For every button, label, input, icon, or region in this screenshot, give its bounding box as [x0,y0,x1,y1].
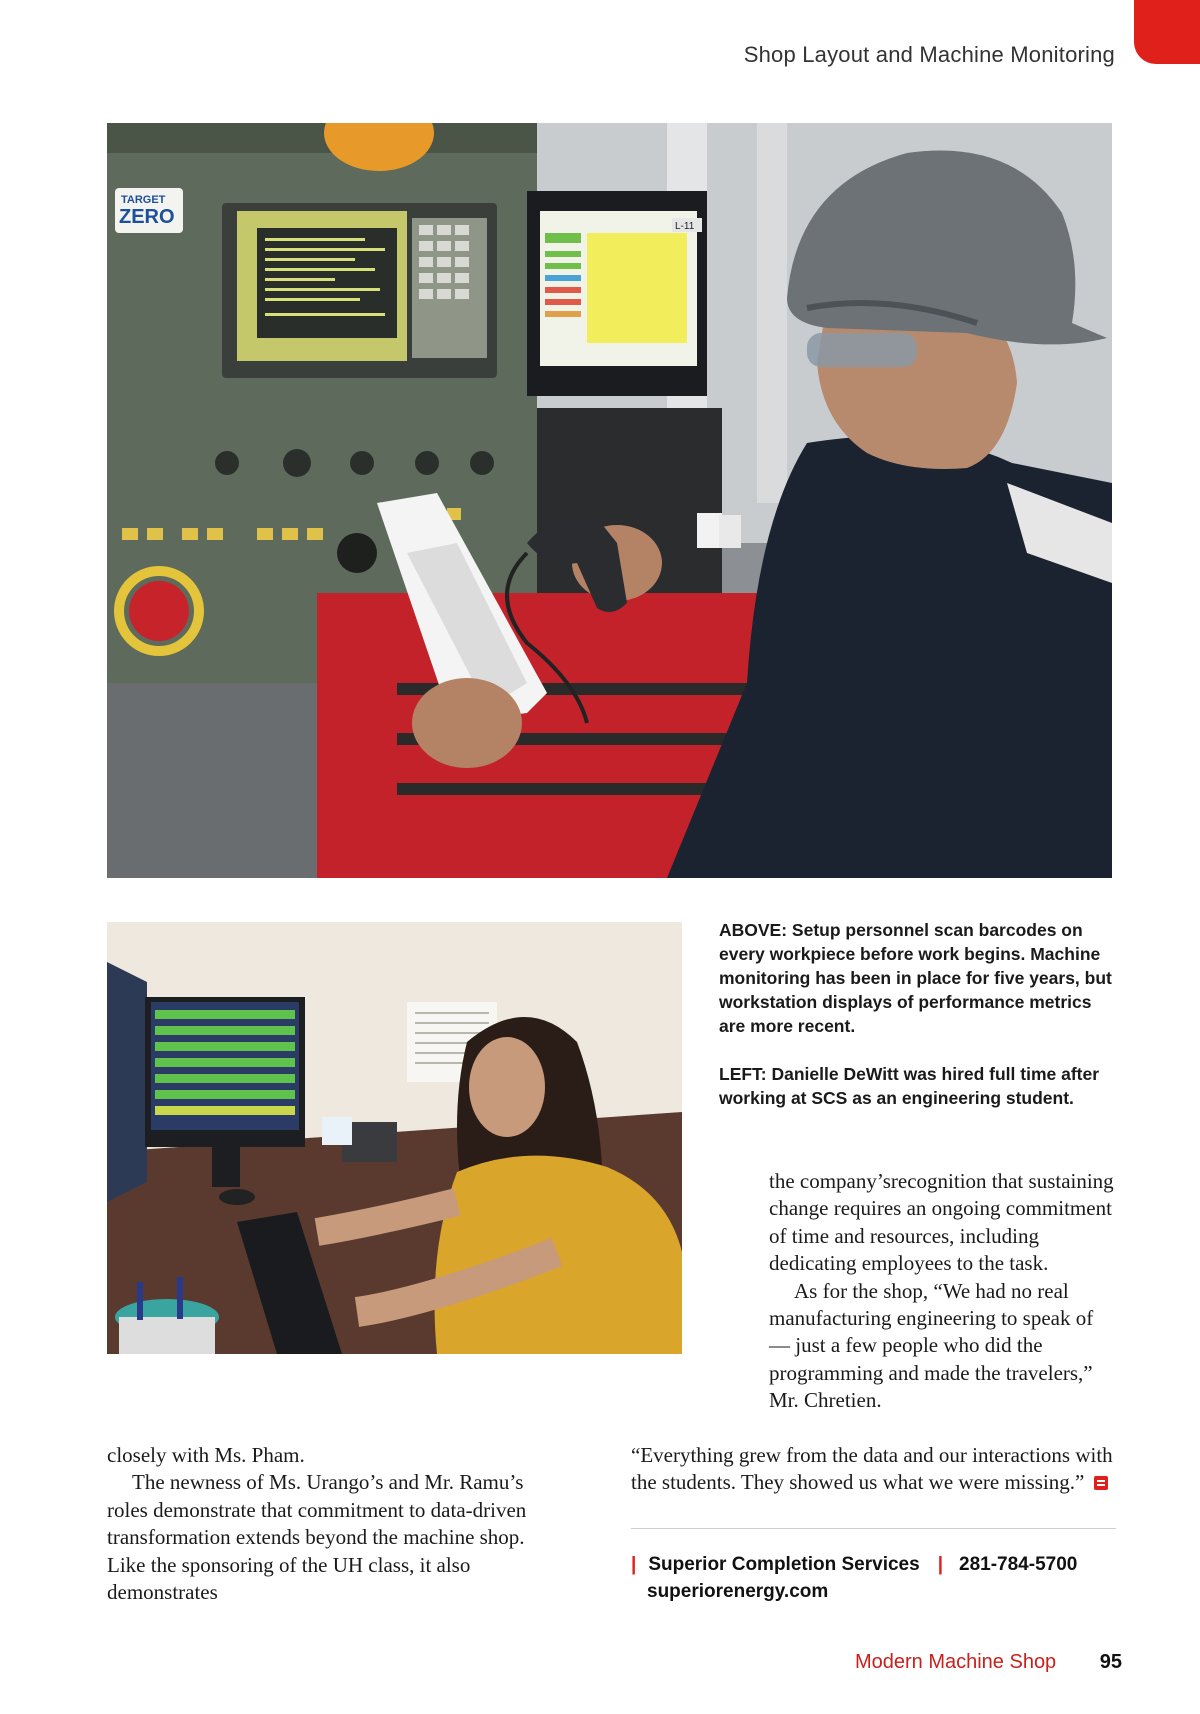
logo-zero-text: ZERO [119,206,175,228]
body-paragraph: the company’srecognition that sustaining change requires an ongoing commitment of time and resources, including dedicating employees to the task. [769,1169,1114,1276]
photo-captions [719,918,1119,1134]
photo-operator-scanning [107,123,1112,878]
body-column-right-lower [631,1442,1116,1497]
red-bar-marker: | [631,1554,637,1575]
company-name: Superior Completion Services [648,1554,920,1575]
caption-above: ABOVE: Setup personnel scan barcodes on every workpiece before work begins. Machine monitoring has been in place for five years, but workstation displays of performance metrics are more recent. [719,920,1112,1036]
logo-target-text: TARGET [121,194,166,206]
page-footer [855,1651,1122,1674]
body-paragraph: closely with Ms. Pham. [107,1443,305,1467]
photo-engineer-at-workstation [107,922,682,1354]
company-website[interactable]: superiorenergy.com [647,1581,829,1602]
body-paragraph: As for the shop, “We had no real manufacturing engineering to speak of — just a few people who did the programming and made the travelers,” Mr. Chretien. [769,1278,1094,1413]
contact-line [631,1551,1116,1578]
publication-name: Modern Machine Shop [854,1651,1057,1673]
end-of-article-icon [1094,1476,1108,1490]
body-paragraph-quote [631,1442,1116,1497]
quote-text: “Everything grew from the data and our interactions with the students. They showed us what we were missing.” [631,1443,1113,1495]
caption-left: LEFT: Danielle DeWitt was hired full time after working at SCS as an engineering student. [719,1064,1100,1108]
company-contact-block [631,1528,1116,1605]
red-bar-divider: | [937,1554,944,1575]
body-column-left [107,1442,547,1606]
body-column-right-upper [769,1168,1114,1415]
machine-tag: L-11 [675,221,695,232]
body-paragraph: The newness of Ms. Urango’s and Mr. Ramu’s roles demonstrate that commitment to data-driven transformation extends beyond the machine shop. Like the sponsoring of the UH class, it also demonstrates [107,1470,527,1605]
running-head: Shop Layout and Machine Monitoring [743,42,1115,67]
company-phone: 281-784-5700 [959,1554,1078,1575]
page-number: 95 [1099,1651,1122,1673]
section-tab [1134,0,1200,64]
